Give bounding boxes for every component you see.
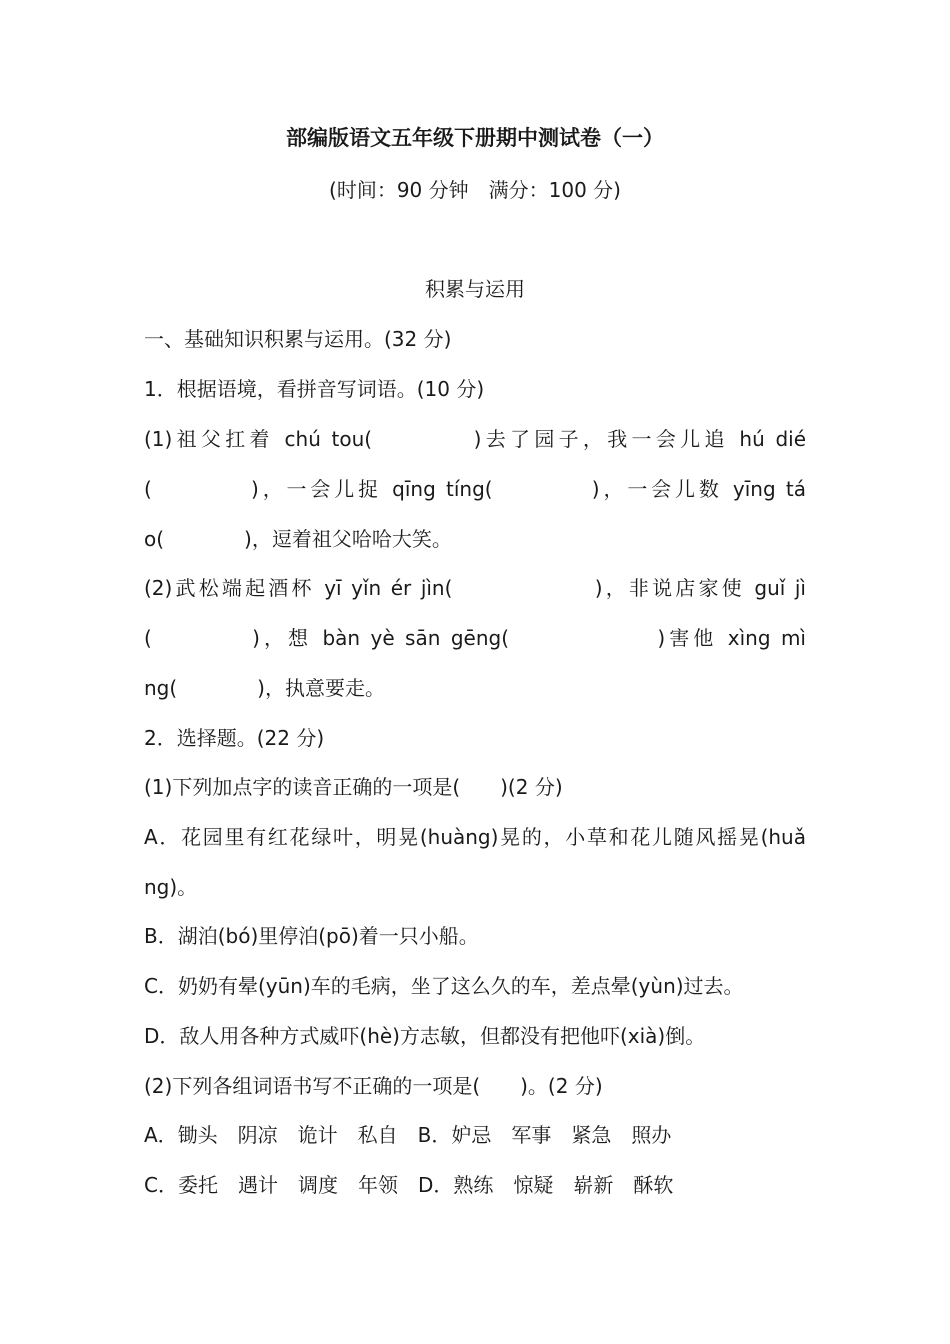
option-d: D．敌人用各种方式威吓(hè)方志敏，但都没有把他吓(xià)倒。	[144, 1024, 706, 1048]
exam-title: 部编版语文五年级下册期中测试卷（一）	[286, 126, 664, 150]
option-b: B．湖泊(bó)里停泊(pō)着一只小船。	[144, 924, 479, 948]
options-c-d: C．委托 遇计 调度 年领 D．熟练 惊疑 崭新 酥软	[144, 1173, 674, 1197]
exam-subtitle: (时间：90 分钟 满分：100 分)	[329, 178, 621, 202]
question-1-heading: 1．根据语境，看拼音写词语。(10 分)	[144, 377, 485, 401]
options-a-b: A．锄头 阴凉 诡计 私自 B．妒忌 军事 紧急 照办	[144, 1123, 672, 1147]
question-1-line: (1)祖父扛着 chú tou( )去了园子，我一会儿追 hú dié	[144, 427, 806, 451]
section-heading: 积累与运用	[425, 277, 525, 301]
question-1-line: ( )，想 bàn yè sān gēng( )害他 xìng mì	[144, 626, 806, 650]
question-2-1-stem: (1)下列加点字的读音正确的一项是( )(2 分)	[144, 775, 563, 799]
option-c: C．奶奶有晕(yūn)车的毛病，坐了这么久的车，差点晕(yùn)过去。	[144, 974, 744, 998]
part-heading: 一、基础知识积累与运用。(32 分)	[144, 327, 452, 351]
option-a-continued: ng)。	[144, 875, 198, 899]
question-1-line: o( )，逗着祖父哈哈大笑。	[144, 527, 452, 551]
option-a: A．花园里有红花绿叶，明晃(huàng)晃的，小草和花儿随风摇晃(huǎ	[144, 825, 806, 849]
question-2-2-stem: (2)下列各组词语书写不正确的一项是( )。(2 分)	[144, 1074, 603, 1098]
question-1-line: ng( )，执意要走。	[144, 676, 385, 700]
question-1-line: ( )，一会儿捉 qīng tíng( )，一会儿数 yīng tá	[144, 477, 806, 501]
question-1-line: (2)武松端起酒杯 yī yǐn ér jìn( )，非说店家使 guǐ jì	[144, 576, 806, 600]
question-2-heading: 2．选择题。(22 分)	[144, 726, 325, 750]
